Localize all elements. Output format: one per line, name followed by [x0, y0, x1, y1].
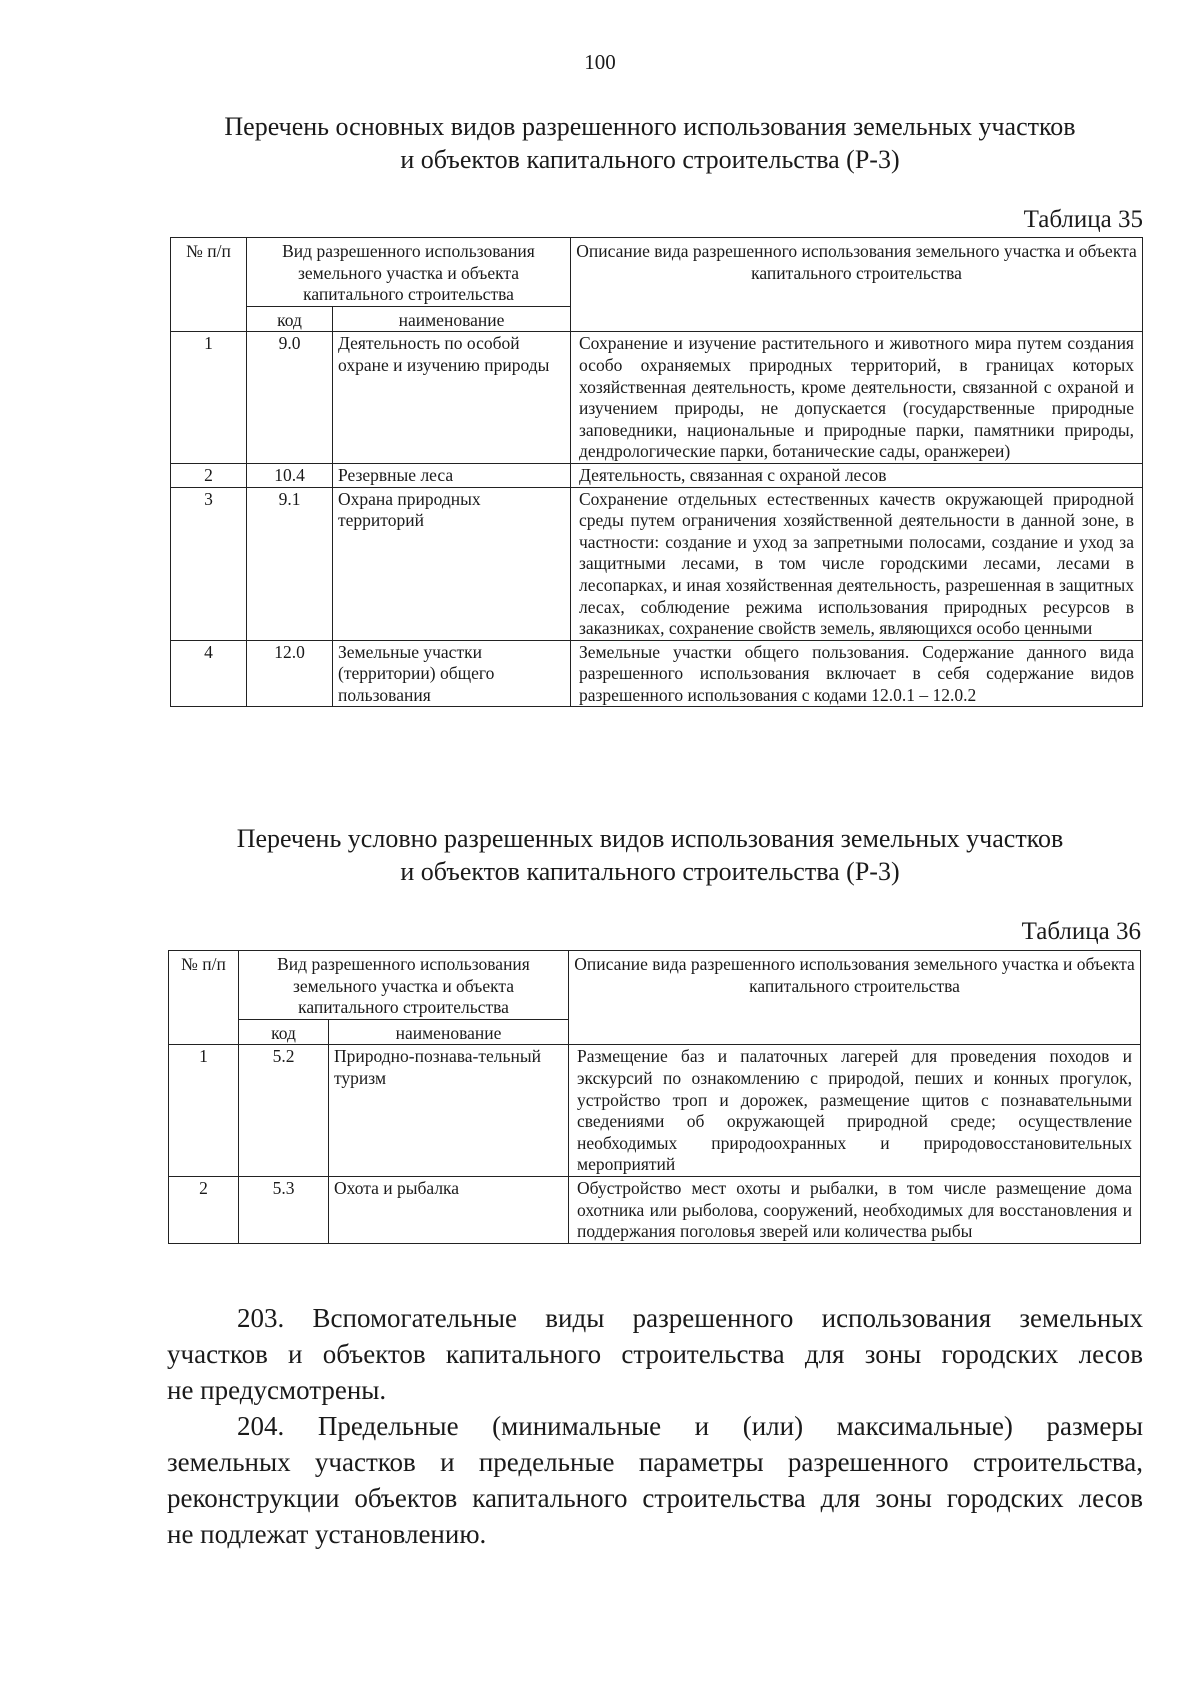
table36-title-line2: и объектов капитального строительства (Р-3)	[400, 857, 900, 886]
row-description: Земельные участки общего пользования. Содержание данного вида разрешенного использования включает в себя содержание видов разрешенного использования с кодами 12.0.1 – 12.0.2	[571, 640, 1143, 707]
table35-title-line2: и объектов капитального строительства (Р-3)	[400, 145, 900, 174]
table-row	[171, 640, 1143, 707]
row-name: Земельные участки (территории) общего пользования	[333, 640, 571, 707]
table-row	[169, 1045, 1141, 1177]
header-name: наименование	[333, 306, 571, 332]
page-number: 100	[584, 50, 616, 74]
row-name: Природно-познава-тельный туризм	[329, 1045, 569, 1177]
paragraph-line: не предусмотрены.	[167, 1375, 387, 1405]
table36-title	[170, 822, 1130, 888]
paragraph-line: земельных участков и предельные параметры разрешенного строительства,	[167, 1447, 1143, 1477]
paragraph-203	[167, 1300, 1143, 1408]
row-description: Обустройство мест охоты и рыбалки, в том числе размещение дома охотника или рыболова, сооружений, необходимых для восстановления и поддержания поголовья зверей или количества рыбы	[569, 1176, 1141, 1243]
row-code: 9.1	[247, 487, 333, 640]
table-row	[171, 332, 1143, 464]
header-num: № п/п	[171, 238, 247, 332]
table36-title-line1: Перечень условно разрешенных видов использования земельных участков	[236, 824, 1064, 853]
header-kind: Вид разрешенного использования земельного участка и объекта капитального строительства	[247, 238, 571, 307]
row-num: 2	[171, 463, 247, 487]
table35	[170, 237, 1143, 707]
table-row	[171, 487, 1143, 640]
row-num: 3	[171, 487, 247, 640]
table35-title	[170, 110, 1130, 176]
table35-title-line1: Перечень основных видов разрешенного использования земельных участков	[224, 112, 1076, 141]
row-num: 1	[169, 1045, 239, 1177]
header-kind: Вид разрешенного использования земельного участка и объекта капитального строительства	[239, 951, 569, 1020]
paragraph-line: 203. Вспомогательные виды разрешенного использования земельных	[237, 1303, 1143, 1333]
header-code: код	[239, 1019, 329, 1045]
row-description: Сохранение отдельных естественных качеств окружающей природной среды путем ограничения хозяйственной деятельности в данной зоне, в частности: создание и уход за запретными полосами, создание и уход за защитными лесами, в том числе городскими лесами, лесами в лесопарках, и иная хозяйственная деятельность, разрешенная в защитных лесах, соблюдение режима использования природных ресурсов в заказниках, сохранение свойств земель, являющихся особо ценными	[571, 487, 1143, 640]
paragraph-line: участков и объектов капитального строительства для зоны городских лесов	[167, 1339, 1143, 1369]
table36-caption: Таблица 36	[1021, 918, 1141, 945]
row-num: 2	[169, 1176, 239, 1243]
row-code: 12.0	[247, 640, 333, 707]
table35-caption: Таблица 35	[1023, 206, 1143, 233]
row-code: 10.4	[247, 463, 333, 487]
row-description: Деятельность, связанная с охраной лесов	[571, 463, 1143, 487]
header-description: Описание вида разрешенного использования земельного участка и объекта капитального строительства	[569, 951, 1141, 1045]
row-code: 5.2	[239, 1045, 329, 1177]
paragraph-line: 204. Предельные (минимальные и (или) максимальные) размеры	[237, 1411, 1143, 1441]
table36-header-row	[169, 951, 1141, 1020]
row-name: Охрана природных территорий	[333, 487, 571, 640]
row-description: Сохранение и изучение растительного и животного мира путем создания особо охраняемых природных территорий, в границах которых хозяйственная деятельность, кроме деятельности, связанной с охраной и изучением природы, не допускается (государственные природные заповедники, национальные и природные парки, памятники природы, дендрологические парки, ботанические сады, оранжереи)	[571, 332, 1143, 464]
row-name: Резервные леса	[333, 463, 571, 487]
table-row	[169, 1176, 1141, 1243]
row-description: Размещение баз и палаточных лагерей для проведения походов и экскурсий по ознакомлению с природой, пеших и конных прогулок, устройство троп и дорожек, размещение щитов с познавательными сведениями об окружающей природной среде; осуществление необходимых природоохранных и природовосстановительных мероприятий	[569, 1045, 1141, 1177]
row-num: 4	[171, 640, 247, 707]
header-num: № п/п	[169, 951, 239, 1045]
table35-header-row	[171, 238, 1143, 307]
paragraph-204	[167, 1408, 1143, 1552]
paragraph-line: не подлежат установлению.	[167, 1519, 487, 1549]
header-name: наименование	[329, 1019, 569, 1045]
paragraph-line: реконструкции объектов капитального строительства для зоны городских лесов	[167, 1483, 1143, 1513]
header-description: Описание вида разрешенного использования земельного участка и объекта капитального строительства	[571, 238, 1143, 332]
table36	[168, 950, 1141, 1244]
table-row	[171, 463, 1143, 487]
row-name: Охота и рыбалка	[329, 1176, 569, 1243]
row-code: 9.0	[247, 332, 333, 464]
row-code: 5.3	[239, 1176, 329, 1243]
header-code: код	[247, 306, 333, 332]
row-num: 1	[171, 332, 247, 464]
row-name: Деятельность по особой охране и изучению природы	[333, 332, 571, 464]
